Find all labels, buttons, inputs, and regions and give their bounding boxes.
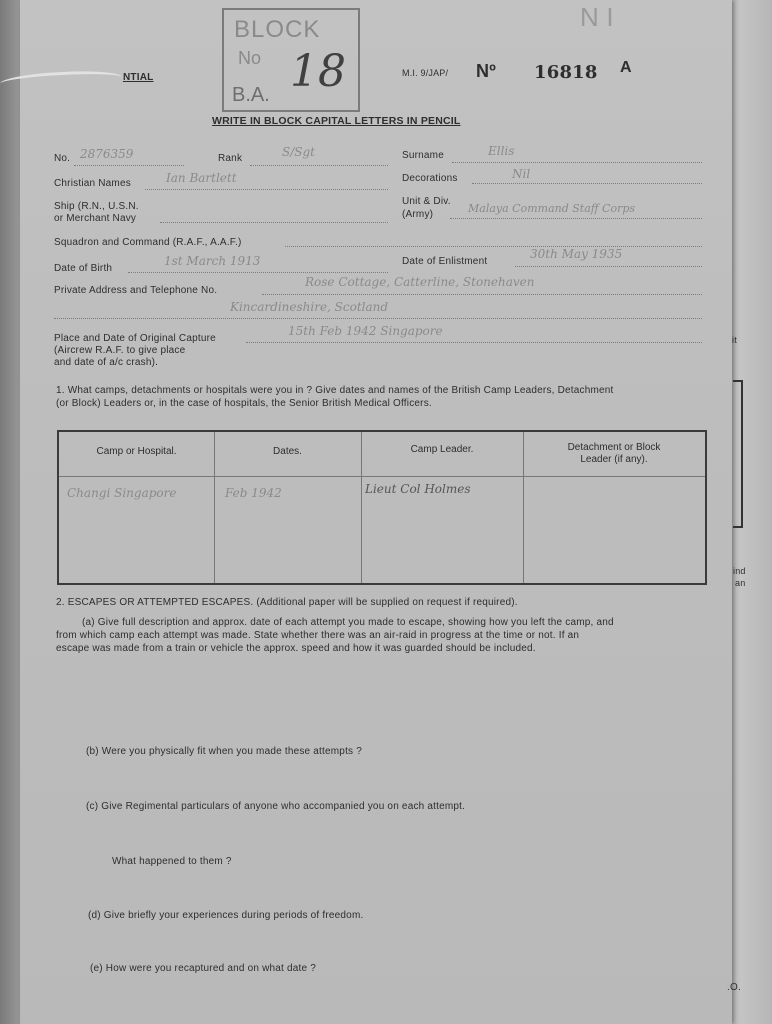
unit-label-1: Unit & Div. [402,196,451,207]
surname-value: Ellis [488,144,515,158]
stamp-line-block: BLOCK [234,16,321,43]
address-label: Private Address and Telephone No. [54,285,218,296]
q2-e: (e) How were you recaptured and on what date ? [90,963,316,974]
margin-fragment: an [735,578,746,588]
number-label: Nº [476,61,496,81]
ship-label-1: Ship (R.N., U.S.N. [54,201,139,212]
classification-label: NTIAL [123,72,154,83]
surname-line [452,162,702,163]
squadron-line [285,246,702,247]
table-cell-leader: Lieut Col Holmes [365,482,471,496]
capture-label-2: (Aircrew R.A.F. to give place [54,345,186,356]
capture-value: 15th Feb 1942 Singapore [288,324,443,338]
enlistment-label: Date of Enlistment [402,256,488,267]
underlying-bracket [733,380,743,528]
margin-fragment: ind [733,566,746,576]
margin-fragment: .O. [727,982,741,993]
table-header-leader: Camp Leader. [410,444,474,455]
stamp-line-ba: B.A. [232,84,270,106]
ship-label-2: or Merchant Navy [54,213,137,224]
block-stamp [222,8,360,112]
table-header-dates: Dates. [273,446,302,457]
unit-label-2: (Army) [402,209,434,220]
christian-names-line [145,189,388,190]
ship-line [160,222,388,223]
unit-value: Malaya Command Staff Corps [468,202,636,215]
dob-line [128,272,388,273]
surname-label: Surname [402,150,444,161]
service-no-value: 2876359 [80,147,134,161]
unit-line [450,218,702,219]
q2-c: (c) Give Regimental particulars of anyone who accompanied you on each attempt. [86,801,466,812]
address-value-1: Rose Cottage, Catterline, Stonehaven [305,275,535,289]
rank-value: S/Sgt [282,145,315,159]
q1-text-2: (or Block) Leaders or, in the case of hospitals, the Senior British Medical Officers. [56,398,432,409]
table-header-camp: Camp or Hospital. [96,446,177,457]
q2-a-line-1: (a) Give full description and approx. date of each attempt you made to escape, showing how you left the camp, and [82,617,614,628]
enlistment-value: 30th May 1935 [530,247,623,261]
capture-line [246,342,702,343]
service-no-label: No. [54,153,71,164]
camps-table [57,430,707,585]
table-cell-camp: Changi Singapore [67,486,177,500]
instruction-heading: WRITE IN BLOCK CAPITAL LETTERS IN PENCIL [212,115,461,127]
decorations-label: Decorations [402,173,458,184]
capture-label-3: and date of a/c crash). [54,357,159,368]
form-number: 16818 [534,62,598,83]
dob-label: Date of Birth [54,263,113,274]
decorations-value: Nil [512,167,531,181]
table-header-divider [59,476,705,477]
address-line-1 [262,294,702,295]
stamp-line-no: No [238,48,262,68]
form-suffix: A [620,59,632,76]
rank-label: Rank [218,153,243,164]
rank-line [250,165,388,166]
q2-c-follow: What happened to them ? [112,856,232,867]
decorations-line [472,183,702,184]
enlistment-line [515,266,702,267]
q2-a-line-3: escape was made from a train or vehicle the approx. speed and how it was guarded should be included. [56,643,536,654]
table-header-detachment: Detachment or Block [567,442,661,453]
address-value-2: Kincardineshire, Scotland [230,300,389,314]
margin-fragment: it [732,335,737,345]
q2-b: (b) Were you physically fit when you made these attempts ? [86,746,362,757]
capture-label-1: Place and Date of Original Capture [54,333,216,344]
table-header-detachment-2: Leader (if any). [580,454,648,465]
q2-a-line-2: from which camp each attempt was made. State whether there was an air-raid in progress at the time or not. If an [56,630,580,641]
q2-d: (d) Give briefly your experiences during periods of freedom. [88,910,364,921]
christian-names-label: Christian Names [54,178,131,189]
squadron-label: Squadron and Command (R.A.F., A.A.F.) [54,237,242,248]
dob-value: 1st March 1913 [164,254,261,268]
q2-title: 2. ESCAPES OR ATTEMPTED ESCAPES. (Additional paper will be supplied on request if required). [56,597,518,608]
service-no-line [74,165,184,166]
form-reference: M.I. 9/JAP/ [402,68,449,78]
corner-mark: N I [580,2,614,32]
christian-names-value: Ian Bartlett [166,171,237,185]
q1-text-1: 1. What camps, detachments or hospitals were you in ? Give dates and names of the British Camp Leaders, Detachment [56,385,614,396]
address-line-2 [54,318,702,319]
stamp-number: 18 [290,46,346,97]
table-cell-dates: Feb 1942 [225,486,282,500]
